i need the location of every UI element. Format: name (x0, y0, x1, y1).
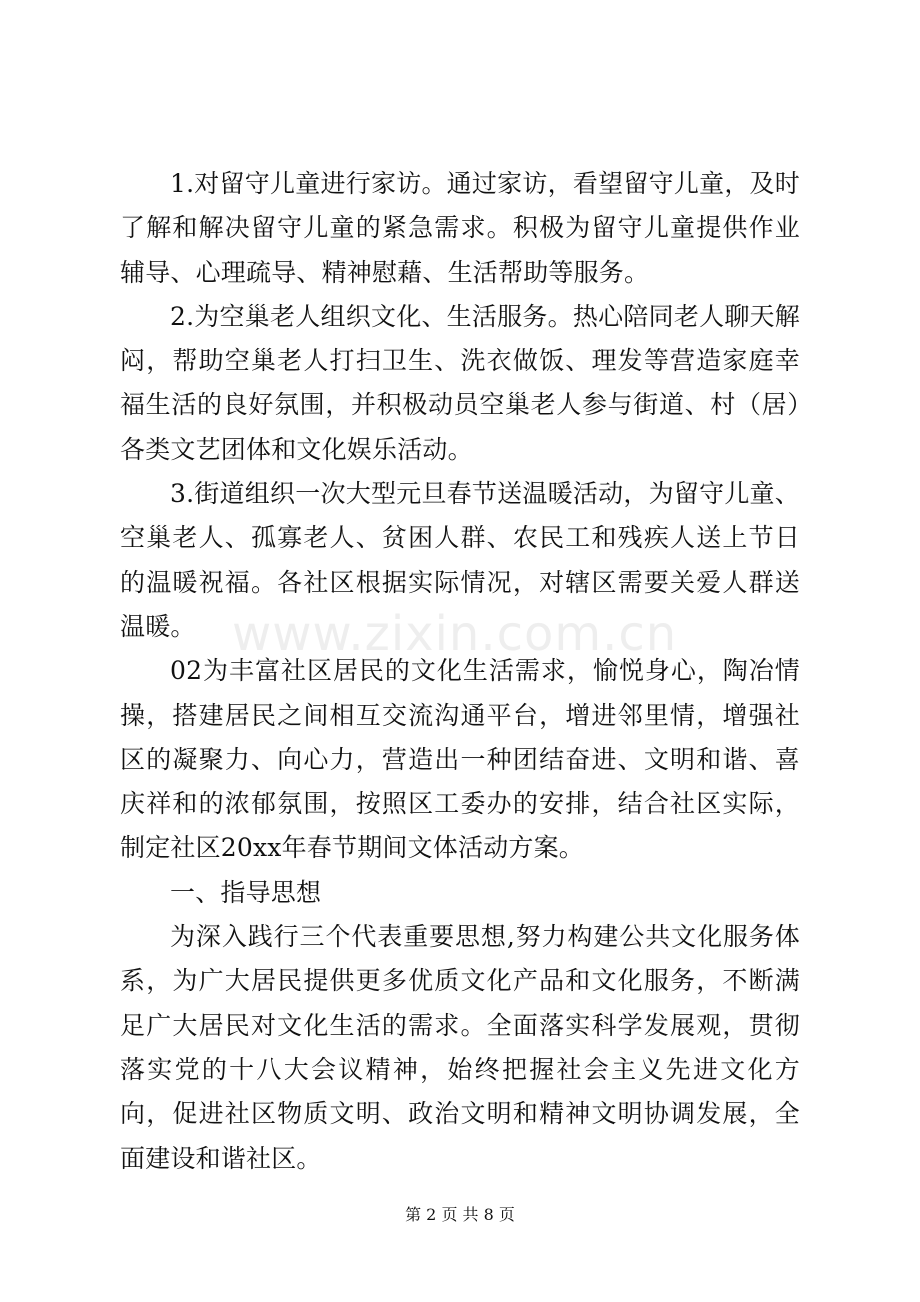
paragraph-02: 02为丰富社区居民的文化生活需求，愉悦身心，陶冶情操，搭建居民之间相互交流沟通平台，增进邻里情，增强社区的凝聚力、向心力，营造出一种团结奋进、文明和谐、喜庆祥和的浓郁氛围，按照区工委办的安排，结合社区实际，制定社区20xx年春节期间文体活动方案。 (120, 656, 800, 863)
section-heading: 一、指导思想 (170, 877, 322, 907)
watermark: www.zixin.com.cn (232, 606, 678, 662)
paragraph-guiding-thought: 为深入践行三个代表重要思想,努力构建公共文化服务体系，为广大居民提供更多优质文化产品和文化服务，不断满足广大居民对文化生活的需求。全面落实科学发展观，贯彻落实党的十八大会议精神，始终把握社会主义先进文化方向，促进社区物质文明、政治文明和精神文明协调发展，全面建设和谐社区。 (120, 922, 800, 1173)
page-footer: 第 2 页 共 8 页 (405, 1205, 515, 1224)
paragraph-item-3: 3.街道组织一次大型元旦春节送温暖活动，为留守儿童、空巢老人、孤寡老人、贫困人群、农民工和残疾人送上节日的温暖祝福。各社区根据实际情况，对辖区需要关爱人群送温暖。 (120, 479, 800, 641)
paragraph-item-2: 2.为空巢老人组织文化、生活服务。热心陪同老人聊天解闷，帮助空巢老人打扫卫生、洗衣做饭、理发等营造家庭幸福生活的良好氛围，并积极动员空巢老人参与街道、村（居）各类文艺团体和文化娱乐活动。 (120, 301, 800, 464)
document-body (120, 162, 800, 1181)
paragraph-item-1: 1.对留守儿童进行家访。通过家访，看望留守儿童，及时了解和解决留守儿童的紧急需求。积极为留守儿童提供作业辅导、心理疏导、精神慰藉、生活帮助等服务。 (120, 169, 800, 287)
